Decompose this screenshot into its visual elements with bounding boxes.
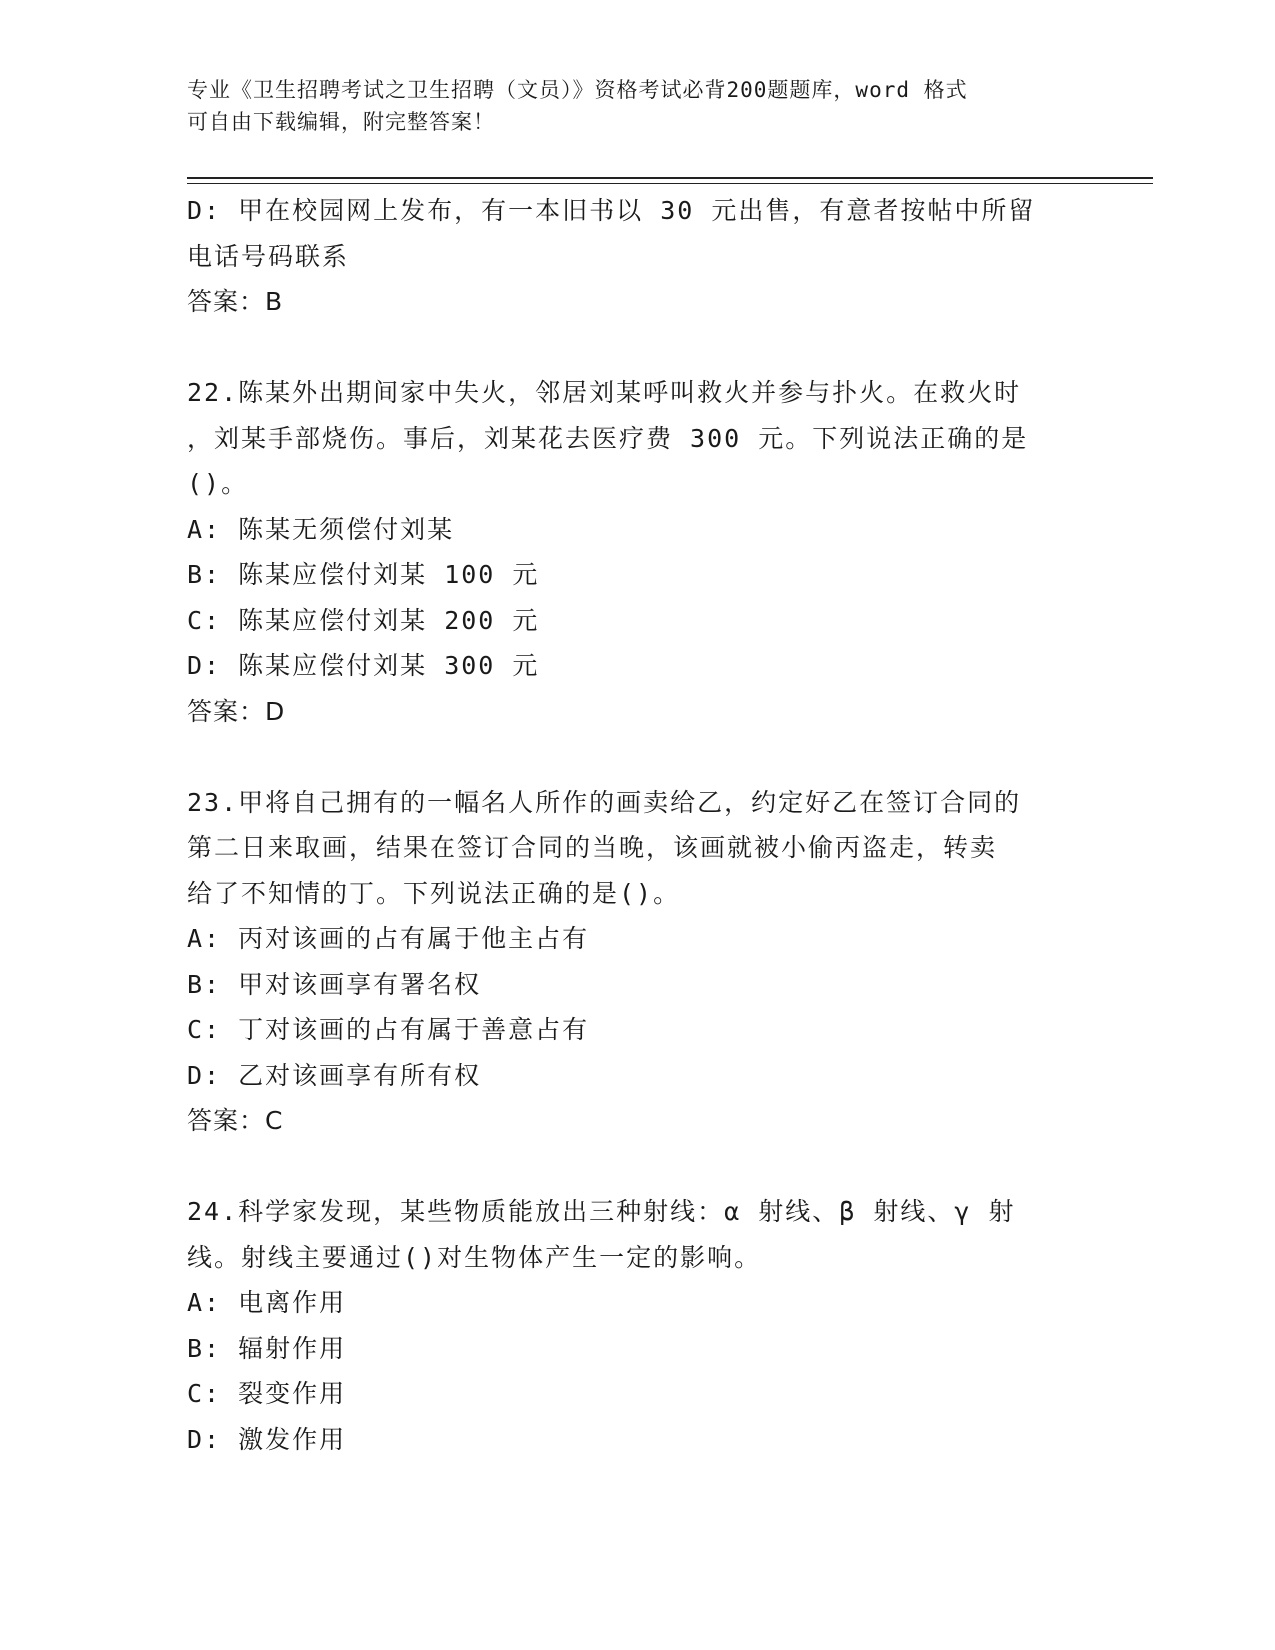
option-c: C: 丁对该画的占有属于善意占有 bbox=[187, 1015, 590, 1044]
question-stem-line: 23.甲将自己拥有的一幅名人所作的画卖给乙，约定好乙在签订合同的 bbox=[187, 787, 1022, 817]
question-stem-line: 给了不知情的丁。下列说法正确的是()。 bbox=[187, 878, 681, 908]
spacer bbox=[187, 1144, 1087, 1190]
question-22 bbox=[187, 370, 1087, 734]
answer-line: 答案：B bbox=[187, 287, 284, 316]
header-divider-thick bbox=[187, 177, 1153, 179]
spacer bbox=[187, 325, 1087, 371]
question-stem-line: 线。射线主要通过()对生物体产生一定的影响。 bbox=[187, 1242, 762, 1272]
spacer bbox=[187, 734, 1087, 780]
option-d: D: 激发作用 bbox=[187, 1424, 347, 1454]
question-stem-line: 22.陈某外出期间家中失火，邻居刘某呼叫救火并参与扑火。在救火时 bbox=[187, 378, 1022, 407]
option-d-line-2: 电话号码联系 bbox=[187, 241, 350, 271]
option-d: D: 陈某应偿付刘某 300 元 bbox=[187, 651, 540, 680]
answer-line: 答案：D bbox=[187, 696, 286, 726]
option-b: B: 甲对该画享有署名权 bbox=[187, 969, 482, 999]
option-a: A: 陈某无须偿付刘某 bbox=[187, 514, 455, 544]
option-d: D: 乙对该画享有所有权 bbox=[187, 1060, 482, 1090]
question-stem-line: 第二日来取画，结果在签订合同的当晚，该画就被小偷丙盗走，转卖 bbox=[187, 833, 998, 862]
header-line-1: 专业《卫生招聘考试之卫生招聘（文员）》资格考试必背200题题库，word 格式 bbox=[187, 78, 968, 102]
header-divider-thin bbox=[187, 183, 1153, 184]
question-24 bbox=[187, 1189, 1087, 1462]
option-c: C: 陈某应偿付刘某 200 元 bbox=[187, 605, 540, 635]
option-c: C: 裂变作用 bbox=[187, 1379, 347, 1408]
option-b: B: 陈某应偿付刘某 100 元 bbox=[187, 560, 540, 589]
header-line-2: 可自由下载编辑，附完整答案！ bbox=[187, 110, 495, 134]
document-body bbox=[187, 188, 1087, 1462]
question-stem-line: ，刘某手部烧伤。事后，刘某花去医疗费 300 元。下列说法正确的是 bbox=[187, 423, 1029, 453]
question-23 bbox=[187, 780, 1087, 1144]
question-stem-line: ()。 bbox=[187, 469, 249, 498]
option-a: A: 丙对该画的占有属于他主占有 bbox=[187, 924, 590, 953]
option-b: B: 辐射作用 bbox=[187, 1333, 347, 1363]
previous-question bbox=[187, 188, 1087, 325]
document-header bbox=[187, 74, 1067, 138]
answer-line: 答案：C bbox=[187, 1106, 284, 1135]
option-d-line-1: D: 甲在校园网上发布，有一本旧书以 30 元出售，有意者按帖中所留 bbox=[187, 196, 1036, 225]
question-stem-line: 24.科学家发现，某些物质能放出三种射线：α 射线、β 射线、γ 射 bbox=[187, 1197, 1016, 1226]
option-a: A: 电离作用 bbox=[187, 1288, 347, 1317]
